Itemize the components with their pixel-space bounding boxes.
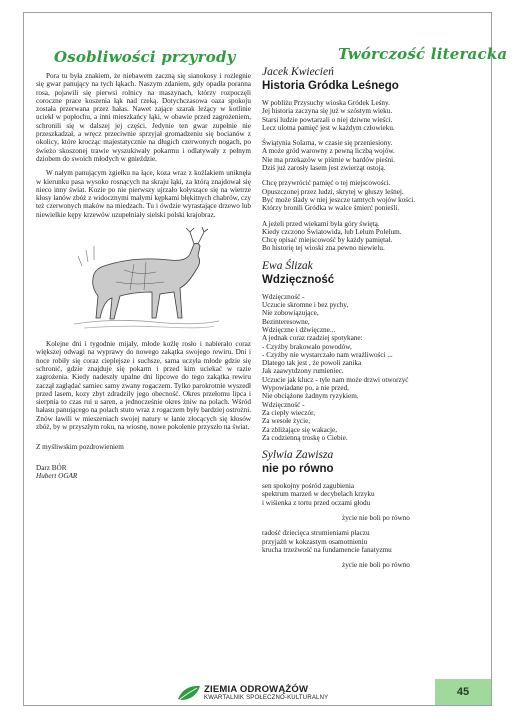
poem-stanza xyxy=(262,220,484,253)
article-paragraph-3: Kolejne dni i tygodnie mijały, młode koźlę rosło i nabierało coraz większej odwagi na wyprawy do nowego zakątka swojego rewiru. Dni i noce robiły się coraz cieplejsze i suchsze, sama uczyła młode gdzie się schronić, gdzie znajduje się pokarm i przed kim uciekać w razie zagrożenia. Kiedy nadeszły upalne dni lipcowe do tego zakątka rewiru zaczął zaglądać samiec samy zwany rogaczem. Tylko parokrotnie wyszedł przed lasem, kozy zbyt zdradziły jego obecność. Okres przełomu lipca i sierpnia to czas rui u saren, a jednocześnie okres żniw na polach. Wśród hałasu panującego na polach stuto wraz z rogaczem były bardziej ostrożni. Znów ławili w mieszeniach swojej natury w łanie złocących się kłosów zbóż, by w przyszłym roku, na wiosnę, nowe pokolenie przyszło na świat. xyxy=(36,340,251,432)
poem-line: Za codzienną troskę o Ciebie. xyxy=(262,433,348,442)
poem-line: życie nie boli po równo xyxy=(342,561,410,570)
poem-refrain xyxy=(262,514,484,522)
poem-line: Za ciepły wieczór, xyxy=(262,408,315,417)
poem-author: Ewa Ślizak xyxy=(262,259,313,272)
poem-line: A jeżeli przed wiekami była góry świętą. xyxy=(262,219,380,228)
poem-line: Za zbliżające się wakacje, xyxy=(262,425,338,434)
right-column xyxy=(262,13,508,576)
poem xyxy=(262,260,484,442)
poem-line: Wdzięczność - xyxy=(262,400,305,409)
poem-line: A jednak coraz rzadziej spotykane: xyxy=(262,334,363,343)
poem-line: Kiedy czczono Światowida, lub Lelum Polelum. xyxy=(262,227,402,236)
magazine-page xyxy=(23,12,508,706)
poem-line: - Czyżby brakowało powodów, xyxy=(262,342,352,351)
poem-line: Być może ślady w niej jeszcze tamtych wojów kości. xyxy=(262,195,416,204)
poem-line: przyjaźń w kokzastym osamotnieniu xyxy=(262,537,368,546)
poem-line: Uczucie skromne i bez pychy, xyxy=(262,301,349,310)
left-section-heading: Osobliwości przyrody xyxy=(54,48,236,66)
poem-stanza xyxy=(262,99,484,132)
poem-line: Starsi ludzie powtarzali o niej dziwne wieści. xyxy=(262,115,393,124)
poem-line: Uczucie jak klucz - tyle nam może drzwi otworzyć xyxy=(262,375,409,384)
poem-line: radość dziecięca strumieniami płaczu xyxy=(262,529,370,538)
poem-line: Wdzięczność - xyxy=(262,292,305,301)
poem-line: życie nie boli po równo xyxy=(342,513,410,522)
poem-line: Którzy bronili Gródka w walce śmierć ponieśli. xyxy=(262,204,400,213)
page-footer xyxy=(24,679,491,705)
left-column xyxy=(36,13,251,480)
closing-greeting: Z myśliwskim pozdrowieniem xyxy=(36,443,124,452)
poem-line: W pobliżu Przysuchy wioska Gródek Leśny. xyxy=(262,99,390,107)
poem-stanza xyxy=(262,482,484,507)
poem-line: Dziś już zarosły lasem jest zwierząt ostoją. xyxy=(262,164,386,173)
signature-line-2: Hubert OGAR xyxy=(36,471,78,480)
poem xyxy=(262,449,484,569)
poem-line: Opuszczonej przez ludzi, skrytej w głuszy leśnej. xyxy=(262,187,404,196)
poem-stanza xyxy=(262,179,484,212)
poem-line: Wypowiadane po, a nie przed, xyxy=(262,384,349,393)
poem-stanza xyxy=(262,529,484,554)
poem-line: i wiśienka z tortu przed oczami głodu xyxy=(262,498,371,507)
logo-title: ZIEMIA ODROWĄŻÓW xyxy=(204,683,309,695)
poem-line: spektrum marzeń w decybelach krzyku xyxy=(262,490,375,499)
poem-line: Chcę opisać miejscowość by każdy pamiętał. xyxy=(262,236,393,245)
poem-line: sen spokojny pośród zagubienia xyxy=(262,482,355,491)
logo-subtitle: KWARTALNIK SPOŁECZNO-KULTURALNY xyxy=(204,694,329,701)
poem-line: Bezinteresowne, xyxy=(262,317,310,326)
page-number: 45 xyxy=(435,679,491,705)
poem-title: nie po równo xyxy=(262,463,334,476)
poem-line: Lecz ulotna pamięć jest w każdym człowieku. xyxy=(262,123,395,132)
poem-line: Nie obciążone żadnym ryzykiem. xyxy=(262,392,359,401)
poem-stanza xyxy=(262,293,484,442)
poem-author: Sylwia Zawisza xyxy=(262,449,334,462)
poem-line: Świątynia Solarna, w czasie się przeniesiony. xyxy=(262,139,393,148)
leaf-icon xyxy=(176,683,202,703)
poem-line: Jak zaawytdzony rumieniec. xyxy=(262,367,344,376)
poem-line: Nie zobowiązujące, xyxy=(262,309,319,318)
right-section-heading: Twórczość literacka xyxy=(338,45,508,63)
deer-illustration xyxy=(64,226,224,334)
poem-line: Bo historię tej wioski zna pewno niewielu. xyxy=(262,244,385,253)
article-paragraph-1: Pora tu była znakiem, że niebawem zaczną się sianokosy i rozlegnie się gwar panujący na tych łąkach. Naszym zdaniem, gdy opadła poranna rosa, pojawili się pierwsi rolnicy na maszynach, którzy rozpoczęli coroczne prace koszenia łąk nad rzeką. Dotychczasowa oaza spokoju została przerwana przez hałas. Nawet zające szarak leżący w kotlinie uciekł w popłochu, a inni mieszkańcy łąki, w obawie przed zagrożeniem, schronili się w dalszej jej części. Jedynie ten gwar zupełnie nie przeszkadzał, a wręcz przeciwnie sprzyjał gromadzeniu się bocianów z okolicy, które krocząc majestatycznie na długich czerwonych nogach, po świeżo skoszonej trawie wyszukiwały pokarmu i odlatywały z pełnym dziobem do swoich młodych w gnieździe. xyxy=(36,72,251,163)
poem-title: Historia Gródka Leśnego xyxy=(262,80,399,92)
poem-title: Wdzięczność xyxy=(262,273,335,286)
poem-line: A może gród warowny z pewną liczbą wojów. xyxy=(262,147,395,156)
poem-refrain xyxy=(262,561,484,569)
poem xyxy=(262,66,484,253)
article-paragraph-2: W nałym panującym zgiełku na łące, koza wraz z koźlakiem uniknęła w kierunku pasa wysoko rosnących na skraju łąki, za którą znajdował się nieco inny świat. Kozie po nie pierwszy ujrzało kołyszące się na wietrze kłosy łanów zbóż z widocznymi małymi kępkami błękitnych chabrów, czy też czerwonych maków na miedzach. Tu i ówdzie wyrastające drzewo lub niewielkie kępy krzewów uzupełniały sielski polski krajobraz. xyxy=(36,169,251,219)
signature-line-1: Darz BÓR xyxy=(36,463,67,472)
logo-text xyxy=(204,685,328,702)
poem-line: Nie ma przekazów w piśmie w bardów pieśni. xyxy=(262,155,395,164)
poem-line: Za wesołe życie, xyxy=(262,417,311,426)
magazine-logo xyxy=(176,683,328,703)
poem-line: Wdzięczne i dźwięczne... xyxy=(262,325,336,334)
poem-line: - Czyżby nie wystarczało nam wrażliwości ... xyxy=(262,350,393,359)
poem-line: Jej historia zaczyna się już w szóstym wieku. xyxy=(262,107,393,116)
poem-author: Jacek Kwiecień xyxy=(262,66,334,78)
poem-line: krucha trzeźwość na fundamencie fanatyzmu xyxy=(262,545,392,554)
poem-line: Chcę przywrócić pamięć o tej miejscowości. xyxy=(262,179,391,188)
poem-stanza xyxy=(262,139,484,172)
poem-line: Dlatego tak jest , że powoli zanika xyxy=(262,359,362,368)
